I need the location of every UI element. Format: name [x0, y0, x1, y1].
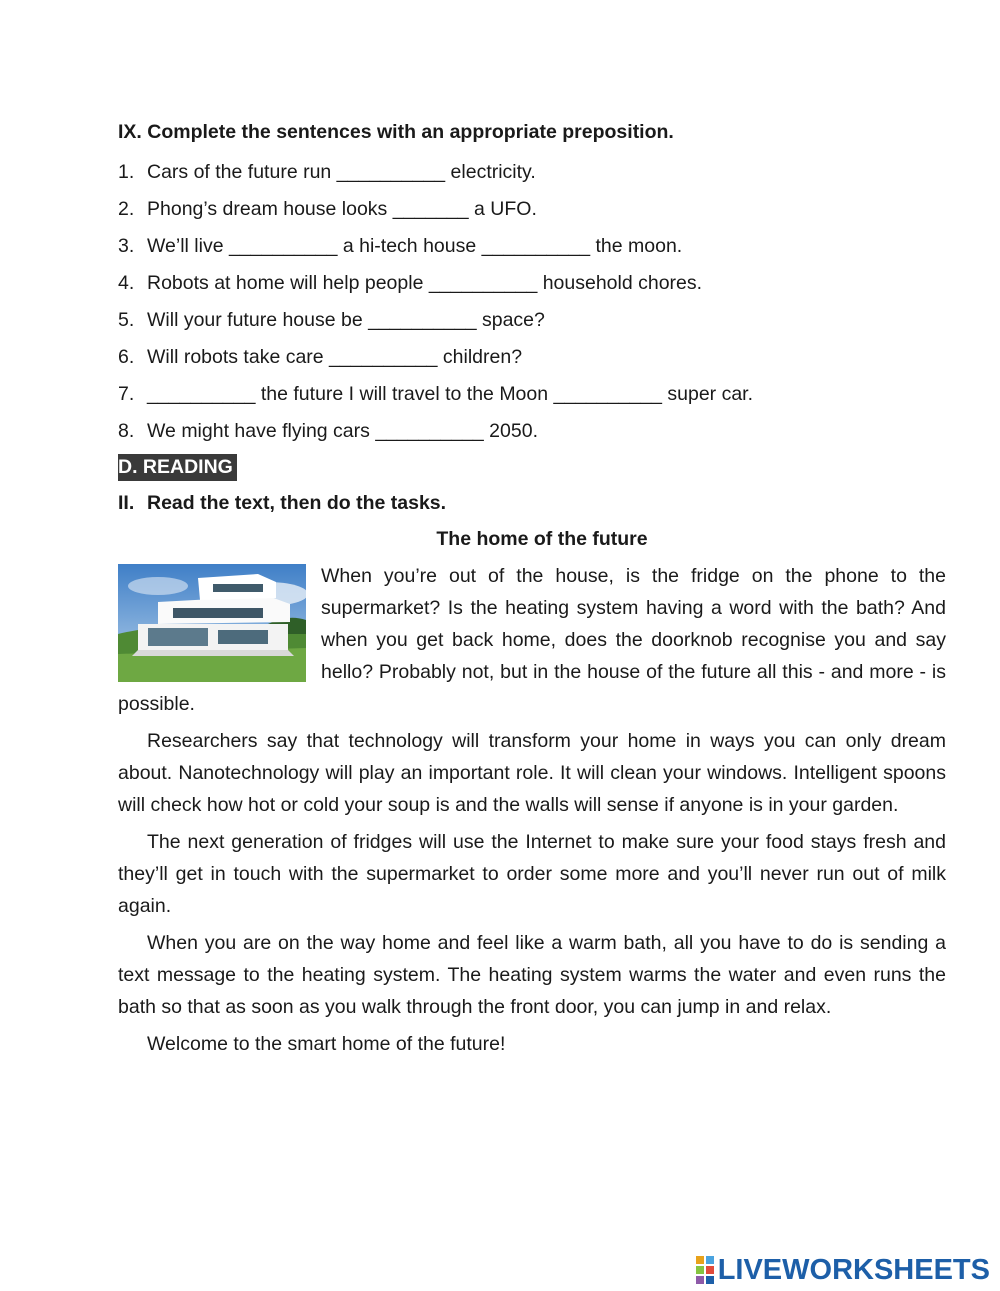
- question-number: 1.: [118, 161, 135, 183]
- question-item: [118, 413, 946, 450]
- exercise-title: IX. Complete the sentences with an appropriate preposition.: [118, 121, 674, 143]
- reading-paragraph: When you are on the way home and feel like a warm bath, all you have to do is sending a text message to the heating system. The heating system warms the water and even runs the bath so that as soon as you walk through the front door, you can jump in and relax.: [118, 932, 946, 1018]
- reading-paragraph: When you’re out of the house, is the fridge on the phone to the supermarket? Is the heating system having a word with the bath? And when you get back home, does the doorknob recognise you and say hello? Probably not, but in the house of the future all this - and more - is possible.: [118, 565, 946, 715]
- question-number: 8.: [118, 420, 135, 442]
- question-number: 3.: [118, 235, 135, 257]
- question-item: [118, 376, 946, 413]
- question-number: 4.: [118, 272, 135, 294]
- question-number: 5.: [118, 309, 135, 331]
- reading-paragraph: Researchers say that technology will transform your home in ways you can only dream about. Nanotechnology will play an important role. It will clean your windows. Intelligent spoons will check how hot or cold your soup is and the walls will sense if anyone is in your garden.: [118, 730, 946, 816]
- worksheet-page: [118, 116, 946, 1060]
- question-item: [118, 154, 946, 191]
- question-item: [118, 339, 946, 376]
- reading-paragraph: Welcome to the smart home of the future!: [147, 1033, 506, 1055]
- question-number: 2.: [118, 198, 135, 220]
- section-heading-reading: D. READING: [118, 454, 237, 481]
- liveworksheets-logo: [696, 1253, 990, 1287]
- future-house-image: [118, 564, 306, 682]
- question-item: [118, 228, 946, 265]
- task-number: II.: [118, 492, 135, 514]
- reading-passage: [118, 560, 946, 1060]
- logo-mark-icon: [696, 1256, 714, 1284]
- question-number: 7.: [118, 383, 135, 405]
- task-text: Read the text, then do the tasks.: [147, 492, 447, 514]
- question-item: [118, 265, 946, 302]
- question-text: Phong’s dream house looks _______ a UFO.: [147, 198, 537, 220]
- logo-text: LIVEWORKSHEETS: [717, 1253, 990, 1286]
- question-item: [118, 302, 946, 339]
- question-text: Robots at home will help people __________ household chores.: [147, 272, 703, 294]
- reading-title: The home of the future: [436, 528, 648, 550]
- question-list: [118, 154, 946, 450]
- reading-paragraph: The next generation of fridges will use the Internet to make sure your food stays fresh and they’ll get in touch with the supermarket to order some more and you’ll never run out of milk again.: [118, 831, 946, 917]
- task-instruction: [118, 488, 946, 518]
- question-number: 6.: [118, 346, 135, 368]
- question-text: We might have flying cars __________ 2050.: [147, 420, 538, 442]
- question-text: __________ the future I will travel to the Moon __________ super car.: [147, 383, 754, 405]
- question-item: [118, 191, 946, 228]
- question-text: Cars of the future run __________ electricity.: [147, 161, 536, 183]
- question-text: Will robots take care __________ children?: [147, 346, 523, 368]
- question-text: We’ll live __________ a hi-tech house __________ the moon.: [147, 235, 683, 257]
- question-text: Will your future house be __________ space?: [147, 309, 545, 331]
